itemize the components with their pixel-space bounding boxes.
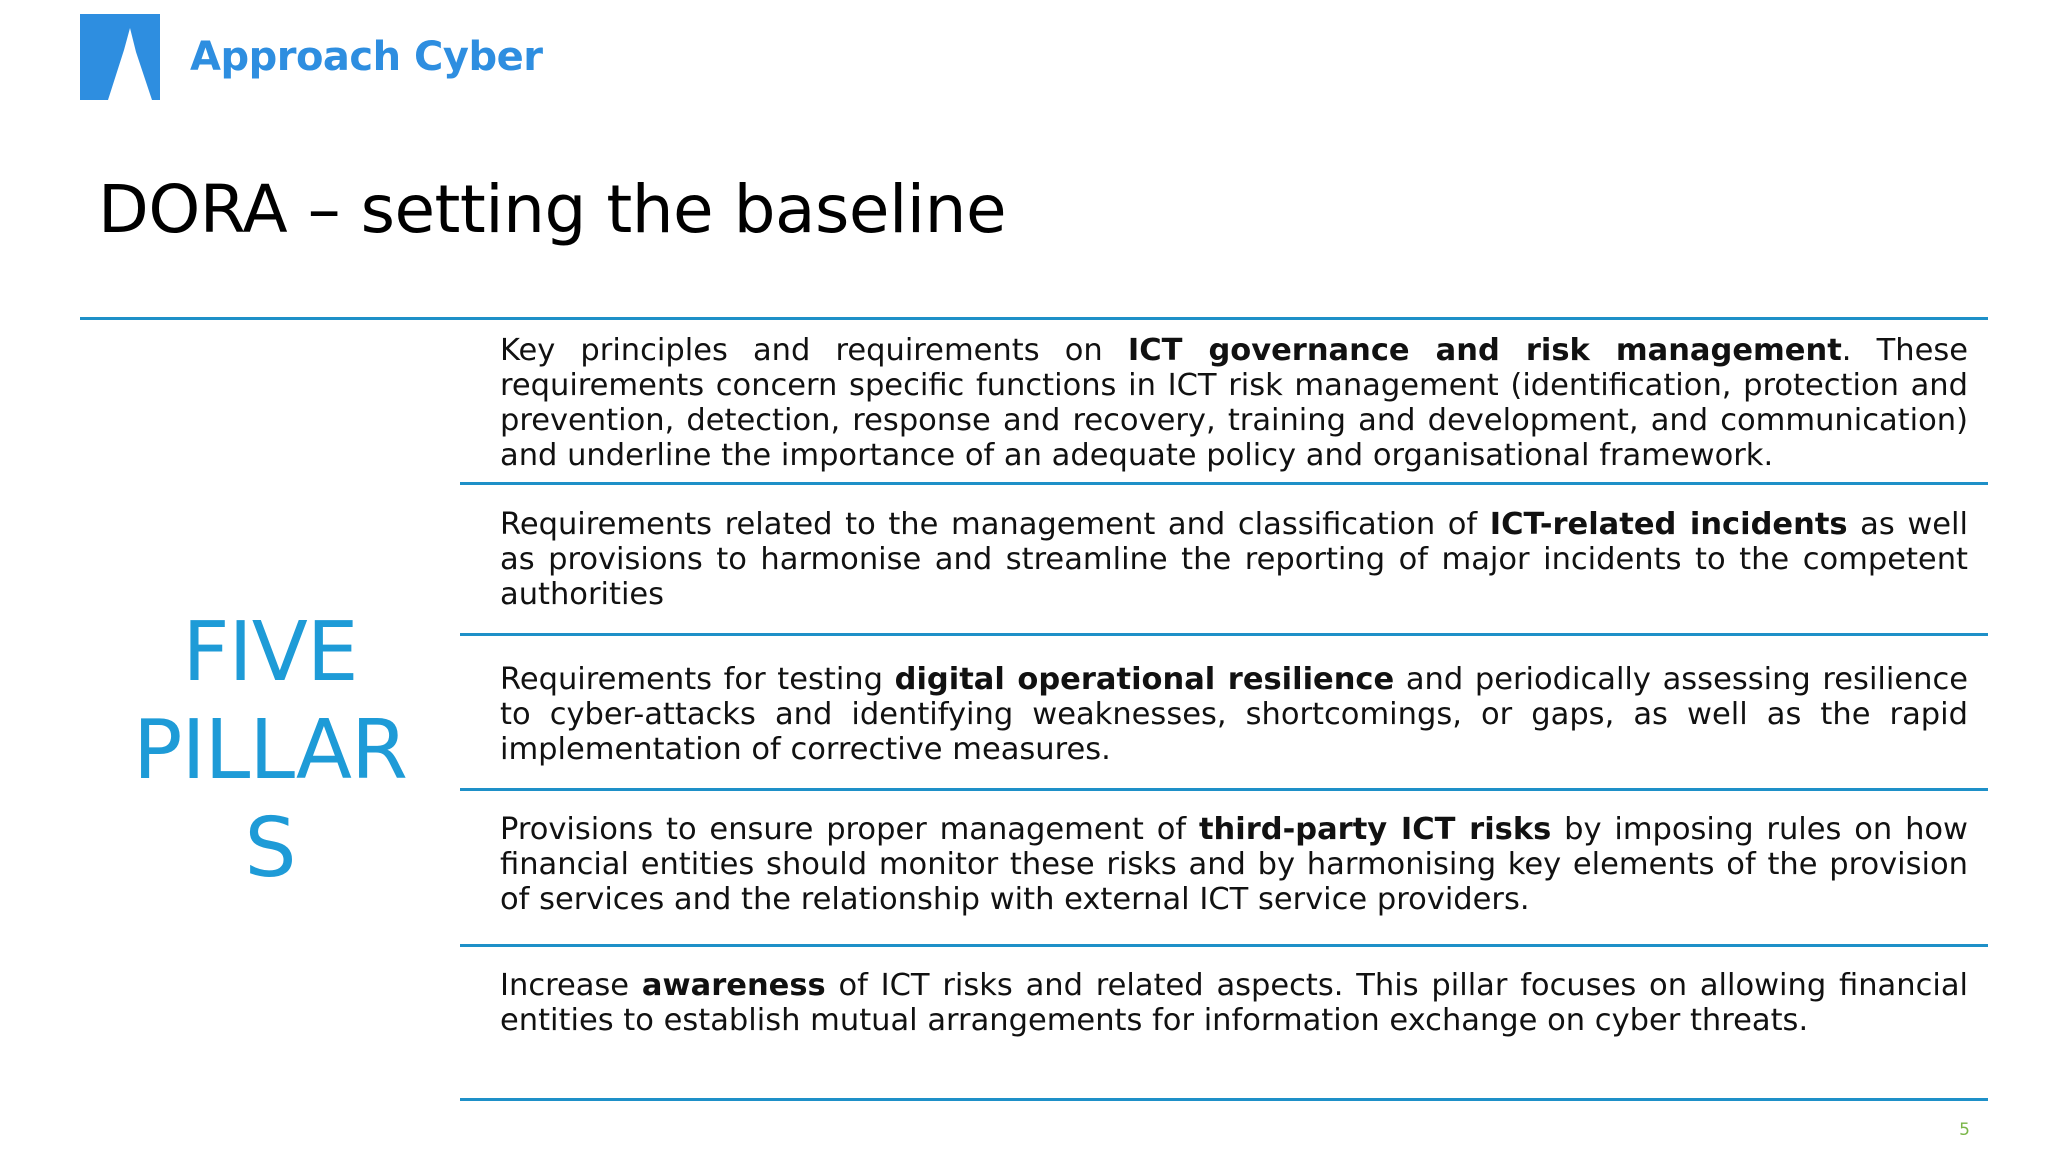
- logo-wordmark: Approach Cyber: [190, 34, 543, 80]
- approach-cyber-logo-icon: [80, 14, 160, 100]
- company-logo: [80, 12, 542, 102]
- pillar-resilience-testing: Requirements for testing digital operational resilience and periodically assessing resilience to cyber-attacks and identifying weaknesses, shortcomings, or gaps, as well as the rapid implementation of corrective measures.: [500, 662, 1968, 767]
- pillar-keyword: third-party ICT risks: [1198, 812, 1552, 847]
- slide-title: DORA – setting the baseline: [98, 171, 1007, 248]
- pillar-keyword: awareness: [641, 968, 826, 1003]
- pillar-divider: [460, 482, 1988, 485]
- pillar-keyword: digital operational resilience: [894, 662, 1395, 697]
- pillar-keyword: ICT-related incidents: [1489, 507, 1848, 542]
- pillar-divider: [460, 633, 1988, 636]
- top-divider: [80, 317, 1988, 320]
- bottom-divider: [460, 1098, 1988, 1101]
- pillar-governance: Key principles and requirements on ICT governance and risk management. These requirements concern specific functions in ICT risk management (identification, protection and prevention, detection, response and recovery, training and development, and communication) and underline the importance of an adequate policy and organisational framework.: [500, 333, 1968, 473]
- pillars-label-line3: S: [244, 801, 296, 896]
- pillar-divider: [460, 788, 1988, 791]
- pillar-incidents: Requirements related to the management and classification of ICT-related incidents as well as provisions to harmonise and streamline the reporting of major incidents to the competent authorities: [500, 507, 1968, 612]
- pillar-keyword: ICT governance and risk management: [1127, 333, 1842, 368]
- five-pillars-label: [110, 604, 430, 898]
- page-number: 5: [1959, 1120, 1970, 1140]
- pillars-label-line1: FIVE: [182, 605, 358, 700]
- pillar-third-party-risk: Provisions to ensure proper management of third-party ICT risks by imposing rules on how financial entities should monitor these risks and by harmonising key elements of the provision of services and the relationship with external ICT service providers.: [500, 812, 1969, 917]
- pillars-label-line2: PILLAR: [133, 703, 407, 798]
- pillar-awareness: Increase awareness of ICT risks and related aspects. This pillar focuses on allowing financial entities to establish mutual arrangements for information exchange on cyber threats.: [500, 968, 1968, 1038]
- pillar-divider: [460, 944, 1988, 947]
